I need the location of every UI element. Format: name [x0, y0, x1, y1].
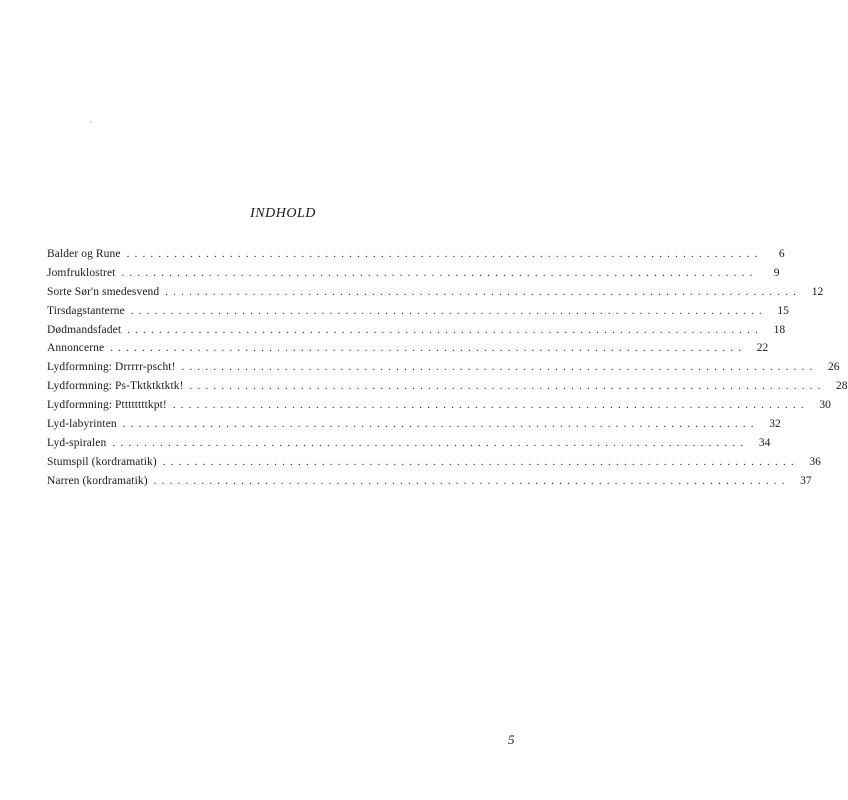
toc-leader-dots: ................................................................................ — [165, 285, 802, 298]
toc-entry — [47, 399, 831, 418]
toc-entry-page: 22 — [756, 342, 769, 355]
toc-entry-page: 9 — [773, 266, 780, 279]
toc-entry-page: 18 — [773, 323, 786, 336]
toc-entry-title: Sorte Sør'n smedesvend — [47, 285, 160, 298]
toc-entry-title: Lydformning: Drrrrr-pscht! — [47, 361, 176, 374]
toc-entry — [47, 380, 848, 399]
toc-entry — [47, 285, 824, 305]
toc-leader-dots: ................................................................................ — [189, 380, 826, 393]
toc-entry-title: Jomfruklostret — [47, 266, 116, 279]
toc-entry-page: 37 — [800, 474, 812, 487]
toc-entry-title: Dødmandsfadet — [47, 323, 122, 336]
toc-leader-dots: ................................................................................ — [181, 361, 818, 374]
toc-leader-dots: ................................................................................ — [121, 266, 758, 279]
toc-entry — [47, 455, 821, 475]
toc-entry-page: 12 — [811, 285, 824, 298]
toc-entry-page: 36 — [809, 455, 821, 468]
toc-entry — [47, 248, 785, 267]
toc-entry-page: 30 — [819, 399, 831, 412]
toc-entry-title: Lydformning: Ps-Tktktktktk! — [47, 380, 184, 393]
toc-entry — [47, 436, 771, 456]
toc-entry-title: Tirsdagstanterne — [47, 304, 125, 317]
toc-entry — [47, 418, 781, 437]
toc-leader-dots: ................................................................................ — [110, 342, 747, 355]
toc-entry — [47, 361, 840, 380]
toc-entry-title: Stumspil (kordramatik) — [47, 455, 157, 468]
toc-entry-title: Annoncerne — [47, 342, 105, 355]
toc-entry — [47, 266, 780, 286]
toc-leader-dots: ................................................................................ — [153, 474, 790, 487]
toc-entry — [47, 474, 812, 494]
toc-entry-page: 6 — [778, 248, 785, 260]
paper-speck — [90, 121, 92, 123]
toc-entry-page: 15 — [777, 304, 789, 317]
toc-entry — [47, 304, 789, 324]
table-of-contents — [47, 248, 848, 494]
toc-leader-dots: ................................................................................ — [172, 399, 809, 412]
toc-entry-page: 32 — [769, 418, 781, 431]
toc-leader-dots: ................................................................................ — [112, 436, 749, 449]
toc-entry-title: Lyd-labyrinten — [47, 418, 117, 431]
toc-entry-title: Lydformning: Pttttttttkpt! — [47, 399, 167, 412]
toc-leader-dots: ................................................................................ — [130, 304, 767, 317]
toc-leader-dots: ................................................................................ — [127, 323, 764, 336]
toc-entry-page: 34 — [758, 436, 771, 449]
toc-entry — [47, 323, 786, 343]
toc-entry-title: Narren (kordramatik) — [47, 474, 148, 487]
page-title: INDHOLD — [250, 206, 316, 221]
toc-entry-page: 28 — [836, 380, 848, 393]
toc-leader-dots: ................................................................................ — [162, 455, 799, 468]
toc-entry-title: Lyd-spiralen — [47, 436, 107, 449]
toc-entry-title: Balder og Rune — [47, 248, 121, 260]
toc-leader-dots: ................................................................................ — [122, 418, 759, 431]
toc-entry-page: 26 — [828, 361, 840, 374]
toc-leader-dots: ................................................................................ — [126, 248, 763, 260]
toc-entry — [47, 342, 769, 361]
page-number: 5 — [508, 732, 515, 747]
